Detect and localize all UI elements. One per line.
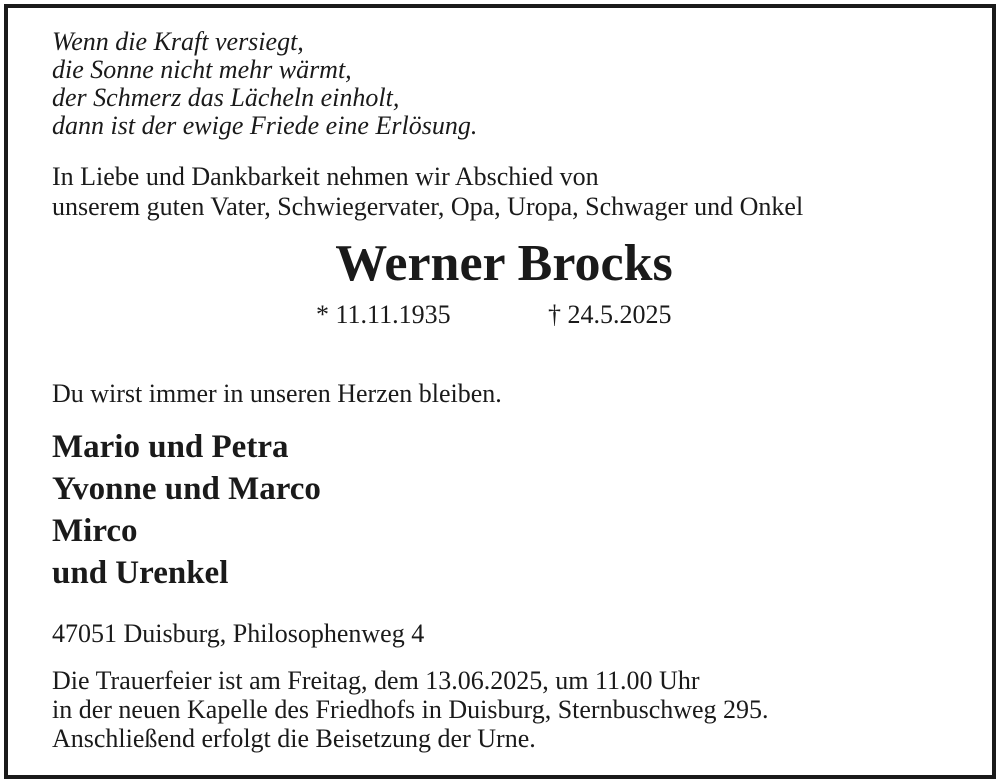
address: 47051 Duisburg, Philosophenweg 4	[52, 619, 425, 648]
deceased-name: Werner Brocks	[335, 235, 673, 292]
ceremony-line: in der neuen Kapelle des Friedhofs in Duisburg, Sternbuschweg 295.	[52, 695, 769, 724]
poem-line: dann ist der ewige Friede eine Erlösung.	[52, 111, 478, 140]
ceremony-line: Die Trauerfeier ist am Freitag, dem 13.06.2025, um 11.00 Uhr	[52, 666, 700, 695]
death-date: † 24.5.2025	[548, 300, 672, 329]
obituary-frame	[4, 4, 996, 779]
poem-line: Wenn die Kraft versiegt,	[52, 27, 304, 56]
mourner-entry: und Urenkel	[52, 555, 229, 591]
poem-line: der Schmerz das Lächeln einholt,	[52, 83, 400, 112]
poem-line: die Sonne nicht mehr wärmt,	[52, 55, 352, 84]
mourner-entry: Mario und Petra	[52, 429, 289, 465]
ceremony-line: Anschließend erfolgt die Beisetzung der Urne.	[52, 724, 536, 753]
mourners-list	[52, 426, 321, 594]
mourner-entry: Yvonne und Marco	[52, 471, 321, 507]
remembrance-line: Du wirst immer in unseren Herzen bleiben.	[52, 379, 502, 408]
intro-text	[52, 162, 803, 222]
intro-line: In Liebe und Dankbarkeit nehmen wir Abschied von	[52, 162, 599, 191]
mourner-entry: Mirco	[52, 513, 138, 549]
poem	[52, 28, 477, 140]
intro-line: unserem guten Vater, Schwiegervater, Opa, Uropa, Schwager und Onkel	[52, 192, 804, 221]
ceremony-info	[52, 666, 769, 753]
birth-date: * 11.11.1935	[316, 300, 451, 329]
